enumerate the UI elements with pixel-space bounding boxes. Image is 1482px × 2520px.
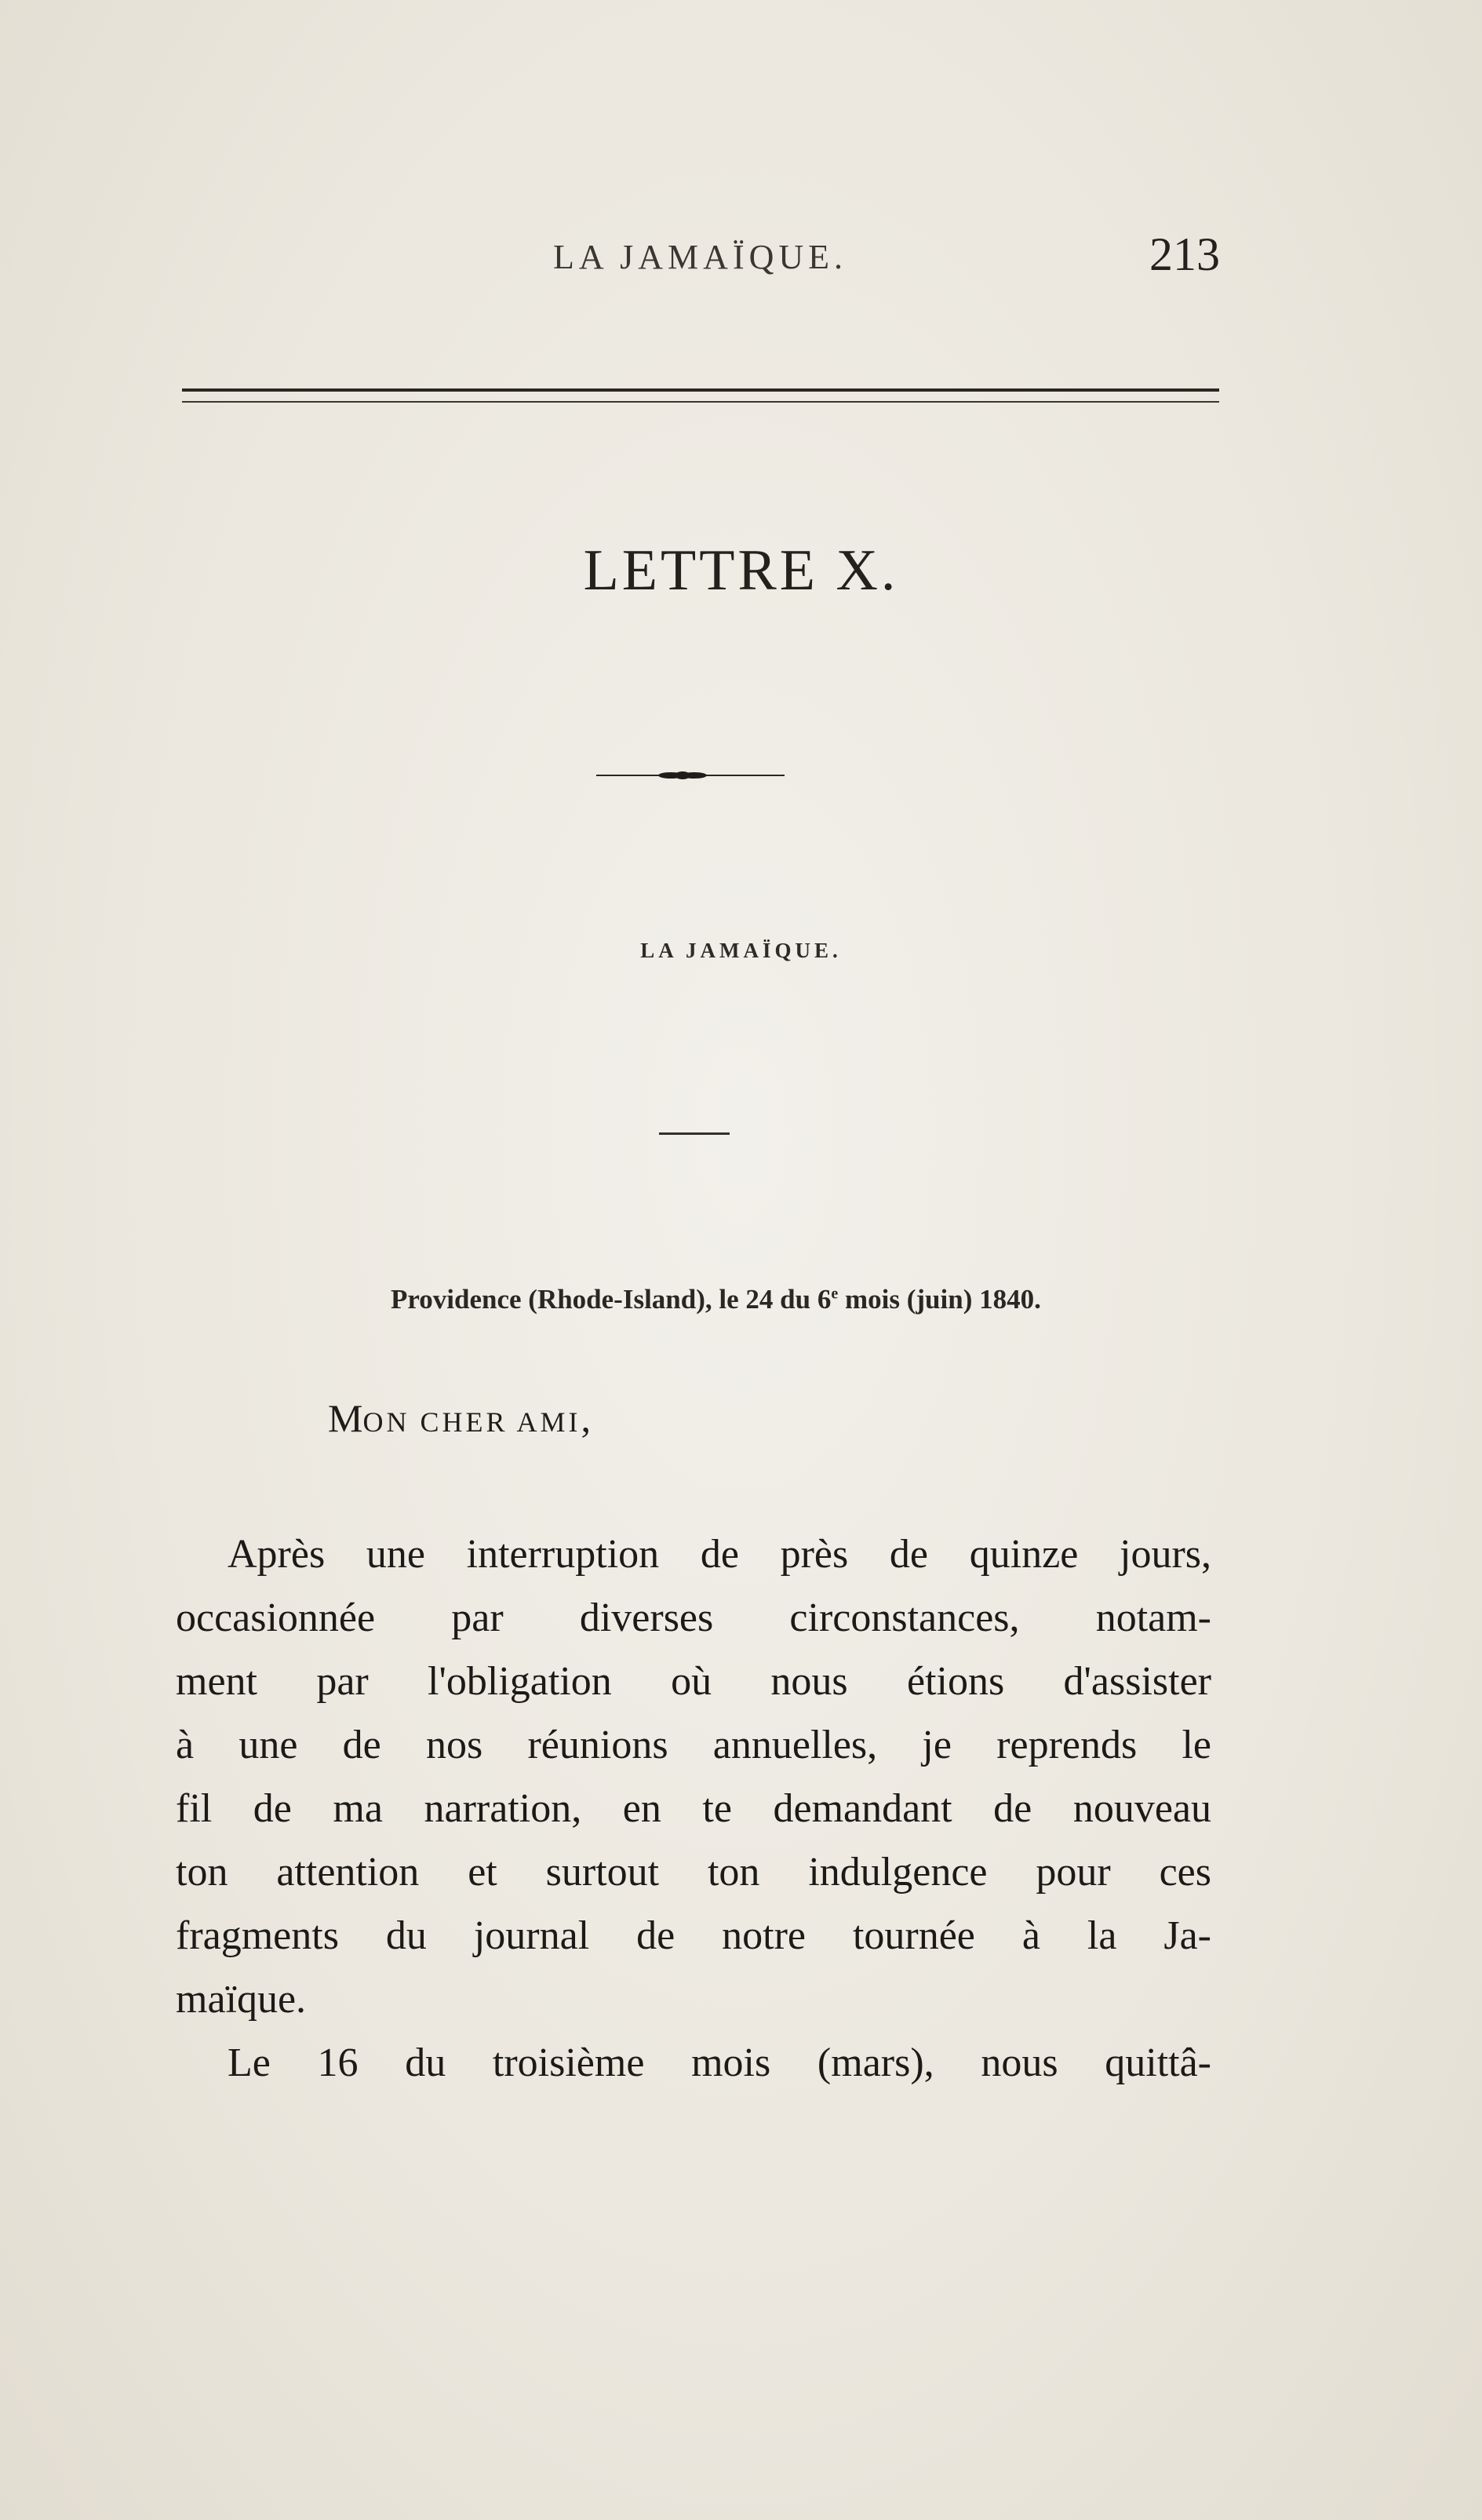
text-line: occasionnée par diverses circonstances, notam- — [176, 1596, 1211, 1640]
dateline-place: Providence (Rhode-Island), le 24 du 6 — [391, 1284, 832, 1315]
page-header — [180, 228, 1220, 283]
ornament-divider-icon — [596, 768, 785, 783]
salutation-smallcaps: ON CHER AMI — [362, 1406, 581, 1438]
chapter-subject: LA JAMAÏQUE. — [640, 939, 842, 962]
running-head: LA JAMAÏQUE. — [552, 238, 848, 276]
text-line: Le 16 du troisième mois (mars), nous quittâ- — [228, 2040, 1211, 2085]
letter-title: LETTRE X. — [583, 538, 899, 603]
salutation — [328, 1395, 591, 1441]
text-line: ton attention et surtout ton indulgence pour ces — [176, 1850, 1211, 1895]
text-line: fragments du journal de notre tournée à la Ja- — [176, 1913, 1211, 1958]
page-number: 213 — [1149, 228, 1220, 280]
text-line: maïque. — [176, 1977, 307, 2022]
text-line: Après une interruption de près de quinze jours, — [228, 1532, 1211, 1577]
salutation-initial: M — [328, 1396, 363, 1440]
double-rule-divider — [182, 388, 1219, 403]
short-rule-divider — [659, 1132, 730, 1135]
text-line: fil de ma narration, en te demandant de nouveau — [176, 1786, 1211, 1831]
dateline-rest: mois (juin) 1840. — [838, 1284, 1041, 1315]
text-line: ment par l'obligation où nous étions d'assister — [176, 1659, 1211, 1704]
text-line: à une de nos réunions annuelles, je reprends le — [176, 1723, 1211, 1767]
dateline-superscript: e — [831, 1285, 839, 1303]
salutation-punct: , — [581, 1396, 591, 1440]
dateline — [391, 1284, 1214, 1315]
body-text — [176, 1523, 1211, 2095]
